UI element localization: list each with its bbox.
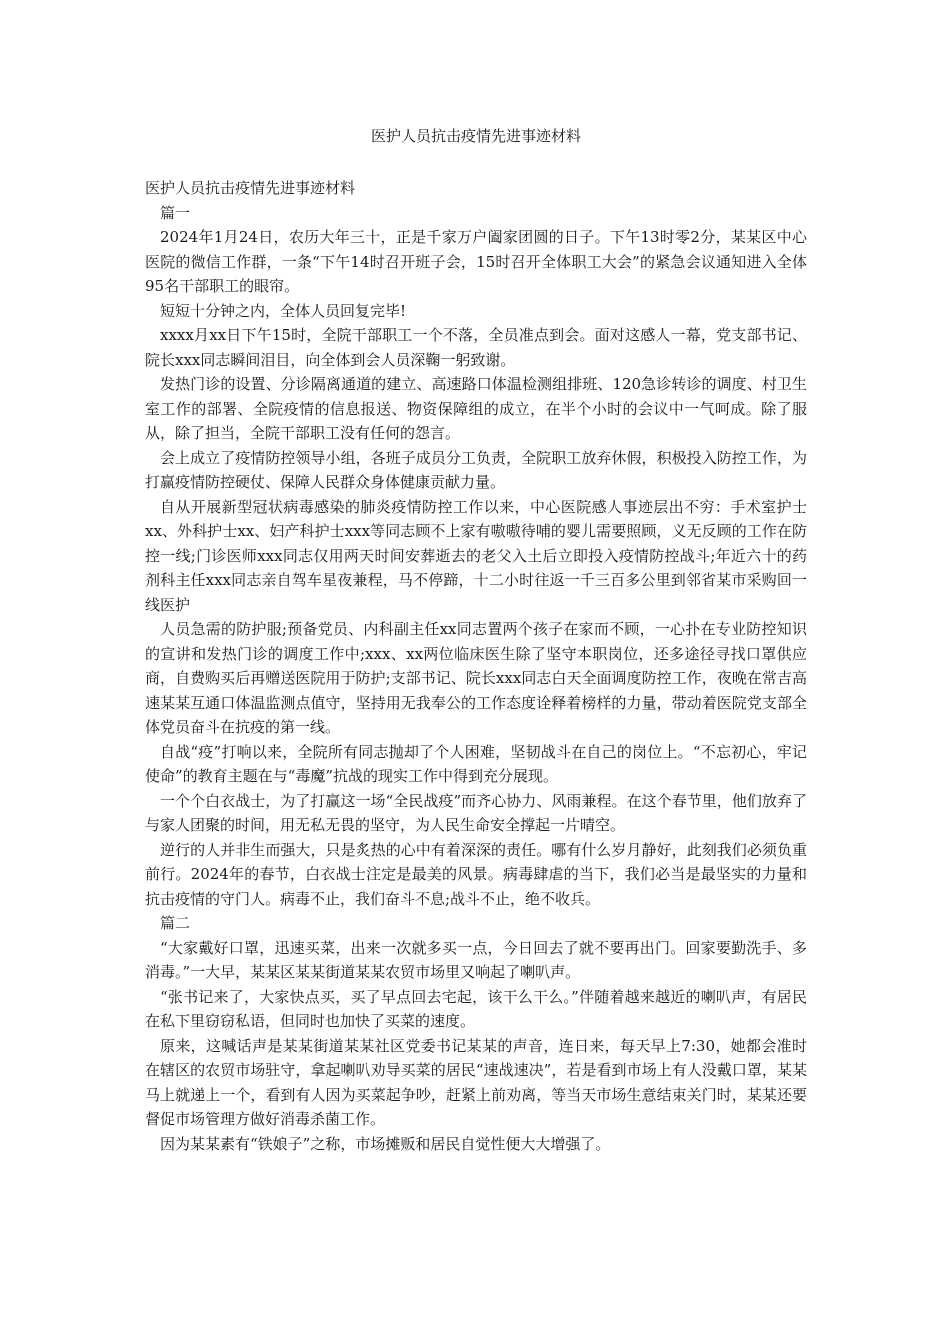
document-subtitle: 医护人员抗击疫情先进事迹材料 [145, 179, 356, 197]
section-heading-1: 篇一 [160, 203, 191, 222]
paragraph: 2024年1月24日，农历大年三十，正是千家万户阖家团圆的日子。下午13时零2分，某某区中心医院的微信工作群，一条“下午14时召开班子会，15时召开全体职工大会”的紧急会议通知进入全体95名干部职工的眼帘。 [145, 228, 807, 295]
paragraph: “张书记来了，大家快点买，买了早点回去宅起，该干么干么。”伴随着越来越近的喇叭声，有居民在私下里窃窃私语，但同时也加快了买菜的速度。 [145, 987, 807, 1030]
paragraph: 短短十分钟之内，全体人员回复完毕! [160, 301, 407, 320]
paragraph: 会上成立了疫情防控领导小组，各班子成员分工负责，全院职工放弃休假，积极投入防控工作，为打赢疫情防控硬仗、保障人民群众身体健康贡献力量。 [145, 448, 807, 491]
paragraph: 人员急需的防护服;预备党员、内科副主任xx同志置两个孩子在家而不顾，一心扑在专业防控知识的宣讲和发热门诊的调度工作中;xxx、xx两位临床医生除了坚守本职岗位，还多途径寻找口罩供应商，自费购买后再赠送医院用于防护;支部书记、院长xxx同志白天全面调度防控工作，夜晚在常吉高速某某互通口体温监测点值守，坚持用无我奉公的工作态度诠释着榜样的力量，带动着医院党支部全体党员奋斗在抗疫的第一线。 [145, 620, 807, 736]
paragraph: 自从开展新型冠状病毒感染的肺炎疫情防控工作以来，中心医院感人事迹层出不穷：手术室护士xx、外科护士xx、妇产科护士xxx等同志顾不上家有嗷嗷待哺的婴儿需要照顾，义无反顾的工作在防控一线;门诊医师xxx同志仅用两天时间安葬逝去的老父入土后立即投入疫情防控战斗;年近六十的药剂科主任xxx同志亲自驾车星夜兼程，马不停蹄，十二小时往返一千三百多公里到邻省某市采购回一线医护 [145, 497, 807, 614]
document-title: 医护人员抗击疫情先进事迹材料 [370, 127, 581, 145]
paragraph: 逆行的人并非生而强大，只是炙热的心中有着深深的责任。哪有什么岁月静好，此刻我们必须负重前行。2024年的春节，白衣战士注定是最美的风景。病毒肆虐的当下，我们必当是最坚实的力量和抗击疫情的守门人。病毒不止，我们奋斗不息;战斗不止，绝不收兵。 [145, 840, 807, 908]
document-body [145, 176, 807, 1156]
paragraph: xxxx月xx日下午15时，全院干部职工一个不落，全员准点到会。面对这感人一幕，党支部书记、院长xxx同志瞬间泪目，向全体到会人员深鞠一躬致谢。 [145, 326, 807, 369]
paragraph: 自战“疫”打响以来，全院所有同志抛却了个人困难，坚韧战斗在自己的岗位上。“不忘初心，牢记使命”的教育主题在与“毒魔”抗战的现实工作中得到充分展现。 [145, 742, 807, 785]
paragraph: 发热门诊的设置、分诊隔离通道的建立、高速路口体温检测组排班、120急诊转诊的调度、村卫生室工作的部署、全院疫情的信息报送、物资保障组的成立，在半个小时的会议中一气呵成。除了服从，除了担当，全院干部职工没有任何的怨言。 [145, 375, 807, 442]
paragraph: 一个个白衣战士，为了打赢这一场“全民战疫”而齐心协力、风雨兼程。在这个春节里，他们放弃了与家人团聚的时间，用无私无畏的坚守，为人民生命安全撑起一片晴空。 [145, 791, 807, 834]
section-heading-2: 篇二 [160, 914, 191, 932]
paragraph: 原来，这喊话声是某某街道某某社区党委书记某某的声音，连日来，每天早上7:30，她都会准时在辖区的农贸市场驻守，拿起喇叭劝导买菜的居民“速战速决”，若是看到市场上有人没戴口罩，某某马上就递上一个，看到有人因为买菜起争吵，赶紧上前劝离，等当天市场生意结束关门时，某某还要督促市场管理方做好消毒杀菌工作。 [145, 1036, 807, 1128]
paragraph: “大家戴好口罩，迅速买菜，出来一次就多买一点，今日回去了就不要再出门。回家要勤洗手、多消毒。”一大早，某某区某某街道某某农贸市场里又响起了喇叭声。 [145, 938, 807, 981]
paragraph: 因为某某素有“铁娘子”之称，市场摊贩和居民自觉性便大大增强了。 [160, 1134, 611, 1153]
